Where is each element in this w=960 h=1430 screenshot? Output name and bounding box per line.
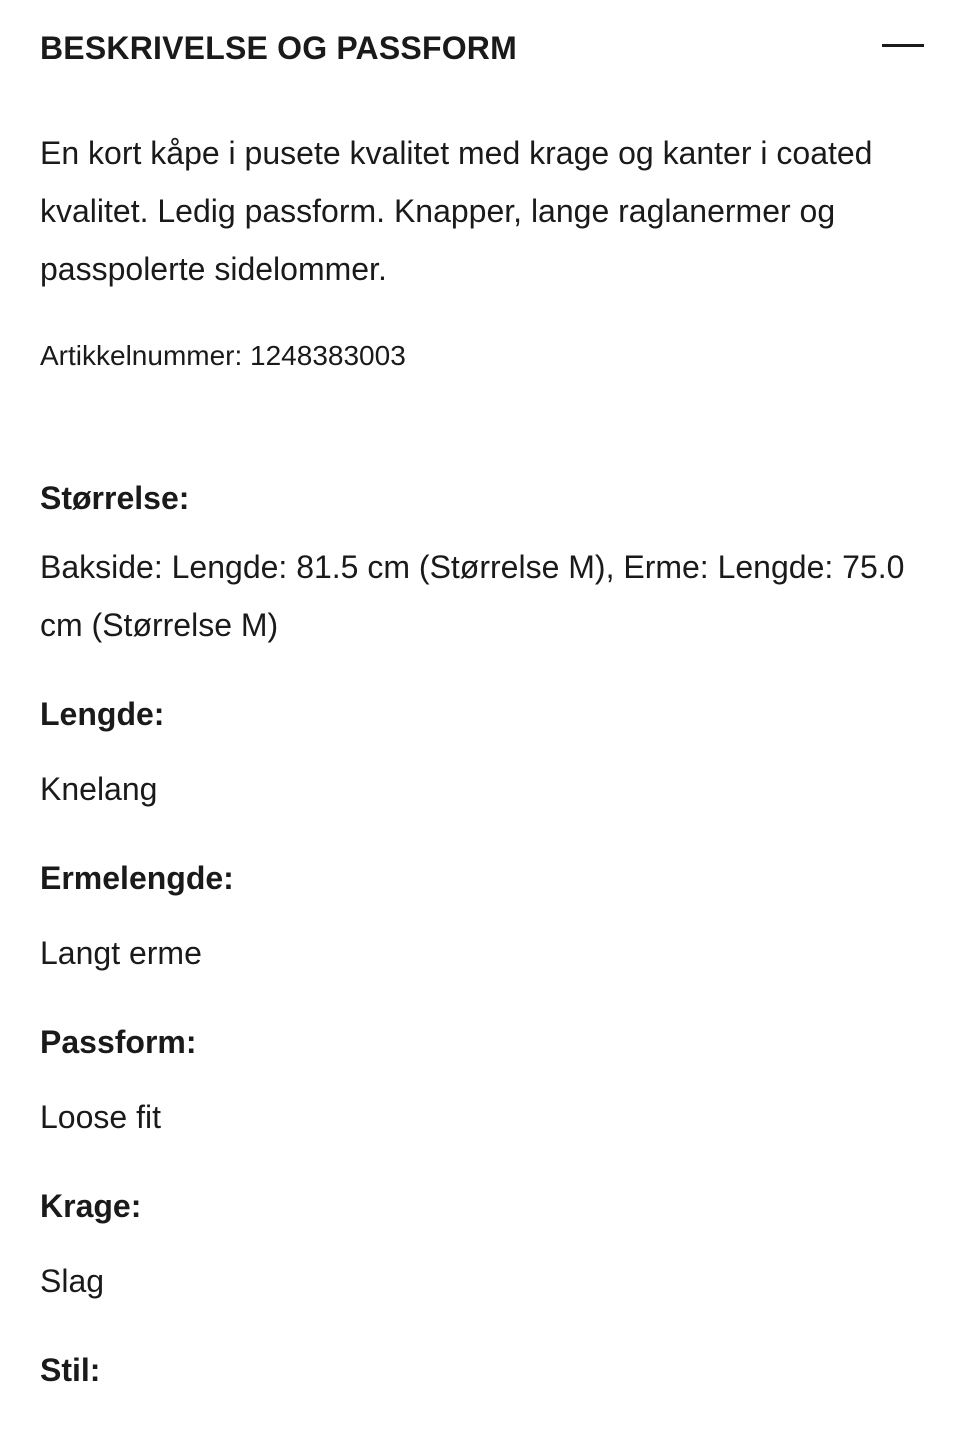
product-details (40, 478, 920, 1390)
accordion-header-beskrivelse[interactable] (40, 26, 924, 70)
article-number: Artikkelnummer: 1248383003 (40, 340, 406, 371)
detail-value: Langt erme (40, 935, 202, 971)
minus-icon[interactable] (880, 23, 924, 67)
accordion-content (40, 124, 920, 1430)
detail-length (40, 694, 920, 818)
detail-label: Krage: (40, 1188, 142, 1224)
detail-label: Stil: (40, 1352, 101, 1388)
detail-label: Ermelengde: (40, 860, 234, 896)
detail-sleeve-length (40, 858, 920, 982)
detail-style (40, 1350, 920, 1390)
detail-value: Loose fit (40, 1099, 161, 1135)
detail-label: Lengde: (40, 696, 165, 732)
detail-label: Passform: (40, 1024, 197, 1060)
accordion-title: BESKRIVELSE OG PASSFORM (40, 29, 517, 66)
detail-collar (40, 1186, 920, 1310)
product-description: En kort kåpe i pusete kvalitet med krage og kanter i coated kvalitet. Ledig passform. Knapper, lange raglanermer og passpolerte sidelommer. (40, 135, 873, 287)
detail-size (40, 478, 920, 654)
detail-value: Slag (40, 1263, 105, 1299)
detail-fit (40, 1022, 920, 1146)
detail-value: Bakside: Lengde: 81.5 cm (Størrelse M), Erme: Lengde: 75.0 cm (Størrelse M) (40, 549, 905, 643)
detail-label: Størrelse: (40, 480, 190, 516)
detail-value: Knelang (40, 771, 158, 807)
